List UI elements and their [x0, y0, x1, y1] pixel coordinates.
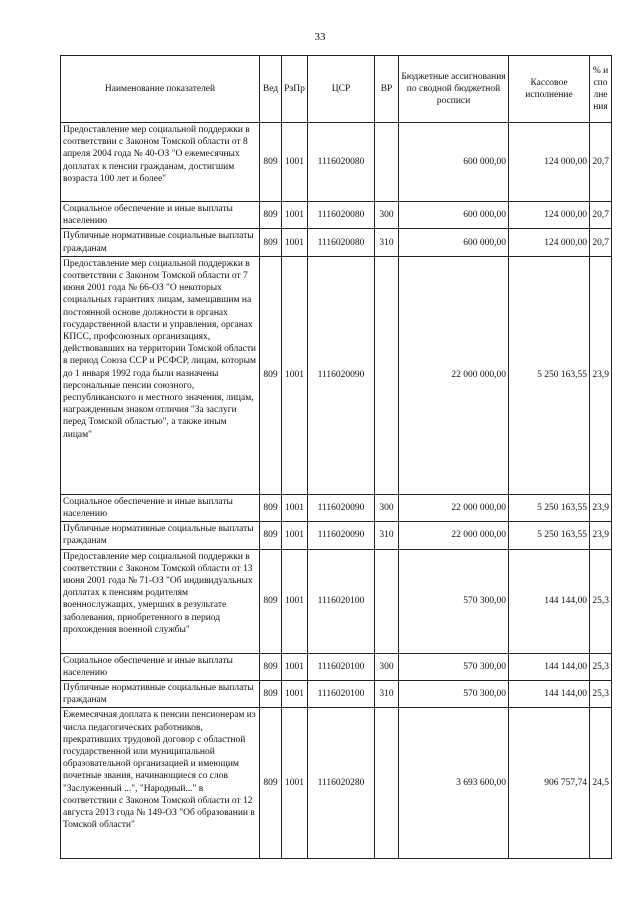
row-budget: 22 000 000,00 — [399, 494, 509, 521]
row-csr: 1116020090 — [308, 522, 375, 549]
row-vr: 300 — [375, 202, 399, 229]
row-ved: 809 — [260, 681, 282, 708]
row-rzpr: 1001 — [282, 123, 308, 202]
row-name: Предоставление мер социальной поддержки в соответствии с Законом Томской области от 13 июня 2001 года № 71-ОЗ "Об индивидуальных доплатах к пенсиям родителям военнослужащих, умерших в результате заболевания, приобретенного в период прохождения военной службы" — [61, 549, 260, 653]
row-csr: 1116020080 — [308, 202, 375, 229]
row-ved: 809 — [260, 202, 282, 229]
row-ved: 809 — [260, 494, 282, 521]
row-ved: 809 — [260, 522, 282, 549]
row-cash: 124 000,00 — [509, 202, 590, 229]
row-ved: 809 — [260, 229, 282, 256]
row-csr: 1116020080 — [308, 229, 375, 256]
row-name: Социальное обеспечение и иные выплаты населению — [61, 653, 260, 680]
header-percent: % исполнения — [590, 56, 612, 123]
row-ved: 809 — [260, 653, 282, 680]
row-rzpr: 1001 — [282, 256, 308, 494]
table-row — [61, 681, 612, 708]
row-budget: 570 300,00 — [399, 549, 509, 653]
row-rzpr: 1001 — [282, 522, 308, 549]
table-row — [61, 256, 612, 494]
row-rzpr: 1001 — [282, 653, 308, 680]
row-vr: 300 — [375, 653, 399, 680]
row-percent: 25,3 — [590, 681, 612, 708]
row-percent: 25,3 — [590, 549, 612, 653]
row-vr: 310 — [375, 522, 399, 549]
row-vr — [375, 123, 399, 202]
row-budget: 22 000 000,00 — [399, 256, 509, 494]
row-rzpr: 1001 — [282, 681, 308, 708]
row-csr: 1116020100 — [308, 653, 375, 680]
row-cash: 906 757,74 — [509, 708, 590, 859]
row-rzpr: 1001 — [282, 494, 308, 521]
table-row — [61, 653, 612, 680]
table-header-row — [61, 56, 612, 123]
row-csr: 1116020090 — [308, 256, 375, 494]
header-name: Наименование показателей — [61, 56, 260, 123]
row-percent: 20,7 — [590, 123, 612, 202]
row-percent: 25,3 — [590, 653, 612, 680]
header-ved: Вед — [260, 56, 282, 123]
header-cash: Кассовое исполнение — [509, 56, 590, 123]
row-vr: 300 — [375, 494, 399, 521]
row-ved: 809 — [260, 549, 282, 653]
row-name: Предоставление мер социальной поддержки в соответствии с Законом Томской области от 8 апреля 2004 года № 40-ОЗ "О ежемесячных доплатах к пенсии гражданам, достигшим возраста 100 лет и более" — [61, 123, 260, 202]
row-percent: 23,9 — [590, 522, 612, 549]
row-ved: 809 — [260, 708, 282, 859]
row-csr: 1116020280 — [308, 708, 375, 859]
row-name: Публичные нормативные социальные выплаты гражданам — [61, 681, 260, 708]
row-csr: 1116020090 — [308, 494, 375, 521]
row-percent: 23,9 — [590, 256, 612, 494]
row-name: Публичные нормативные социальные выплаты гражданам — [61, 522, 260, 549]
row-vr — [375, 256, 399, 494]
table-row — [61, 123, 612, 202]
table-row — [61, 522, 612, 549]
row-rzpr: 1001 — [282, 549, 308, 653]
table-row — [61, 202, 612, 229]
row-vr: 310 — [375, 229, 399, 256]
row-vr — [375, 549, 399, 653]
row-rzpr: 1001 — [282, 229, 308, 256]
table-row — [61, 549, 612, 653]
row-budget: 600 000,00 — [399, 202, 509, 229]
row-name: Ежемесячная доплата к пенсии пенсионерам из числа педагогических работников, прекративших трудовой договор с областной государственной или муниципальной образовательной организацией и имеющим почетные звания, начинающиеся со слов "Заслуженный ...", "Народный..." в соответствии с Законом Томской области от 12 августа 2013 года № 149-ОЗ "Об образовании в Томской области" — [61, 708, 260, 859]
row-name: Социальное обеспечение и иные выплаты населению — [61, 202, 260, 229]
row-budget: 600 000,00 — [399, 123, 509, 202]
row-cash: 124 000,00 — [509, 229, 590, 256]
row-cash: 124 000,00 — [509, 123, 590, 202]
header-budget: Бюджетные ассигнования по сводной бюджетной росписи — [399, 56, 509, 123]
row-csr: 1116020100 — [308, 549, 375, 653]
row-budget: 600 000,00 — [399, 229, 509, 256]
row-cash: 5 250 163,55 — [509, 522, 590, 549]
row-percent: 24,5 — [590, 708, 612, 859]
table-row — [61, 229, 612, 256]
row-name: Публичные нормативные социальные выплаты гражданам — [61, 229, 260, 256]
row-cash: 144 144,00 — [509, 549, 590, 653]
row-csr: 1116020080 — [308, 123, 375, 202]
row-ved: 809 — [260, 256, 282, 494]
header-rzpr: РзПр — [282, 56, 308, 123]
row-cash: 144 144,00 — [509, 681, 590, 708]
row-name: Предоставление мер социальной поддержки в соответствии с Законом Томской области от 7 июня 2001 года № 66-ОЗ "О некоторых социальных гарантиях лицам, замещавшим на постоянной основе должности в органах государственной власти и управления, органах КПСС, профсоюзных организациях, действовавших на территории Томской области в период Союза ССР и РСФСР, лицам, которым до 1 января 1992 года были назначены персональные пенсии союзного, республиканского и местного значения, лицам, награжденным знаком отличия "За заслуги перед Томской областью", а также иным лицам" — [61, 256, 260, 494]
row-budget: 570 300,00 — [399, 653, 509, 680]
row-ved: 809 — [260, 123, 282, 202]
header-csr: ЦСР — [308, 56, 375, 123]
row-budget: 22 000 000,00 — [399, 522, 509, 549]
header-vr: ВР — [375, 56, 399, 123]
row-budget: 570 300,00 — [399, 681, 509, 708]
table-row — [61, 494, 612, 521]
row-rzpr: 1001 — [282, 708, 308, 859]
row-percent: 23,9 — [590, 494, 612, 521]
row-vr — [375, 708, 399, 859]
page-number: 33 — [314, 31, 326, 43]
row-name: Социальное обеспечение и иные выплаты населению — [61, 494, 260, 521]
row-budget: 3 693 600,00 — [399, 708, 509, 859]
row-cash: 5 250 163,55 — [509, 494, 590, 521]
row-cash: 5 250 163,55 — [509, 256, 590, 494]
row-csr: 1116020100 — [308, 681, 375, 708]
row-rzpr: 1001 — [282, 202, 308, 229]
budget-table — [60, 55, 612, 859]
row-vr: 310 — [375, 681, 399, 708]
row-percent: 20,7 — [590, 229, 612, 256]
row-percent: 20,7 — [590, 202, 612, 229]
table-row — [61, 708, 612, 859]
row-cash: 144 144,00 — [509, 653, 590, 680]
